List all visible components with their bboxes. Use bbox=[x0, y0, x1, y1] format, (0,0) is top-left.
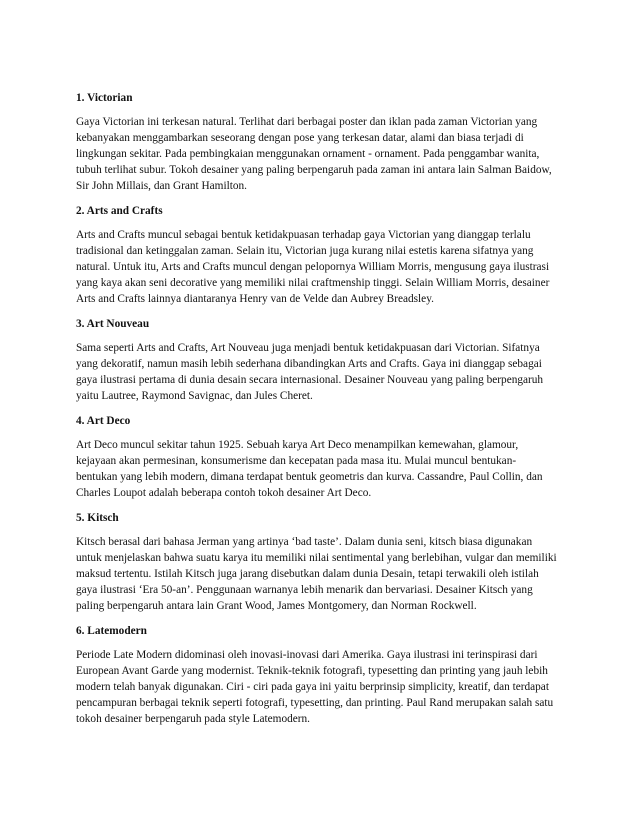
section-paragraph: Sama seperti Arts and Crafts, Art Nouveau juga menjadi bentuk ketidakpuasan dari Victorian. Sifatnya yang dekoratif, namun masih lebih sederhana dibandingkan Arts and Crafts. Gaya ini dianggap sebagai gaya ilustrasi pertama di dunia desain secara internasional. Desainer Nouveau yang paling berpengaruh yaitu Lautree, Raymond Savignac, dan Jules Cheret. bbox=[76, 342, 544, 402]
section-heading: 3. Art Nouveau bbox=[76, 318, 150, 330]
section-paragraph: Gaya Victorian ini terkesan natural. Terlihat dari berbagai poster dan iklan pada zaman Victorian yang kebanyakan menggambarkan seseorang dengan pose yang terkesan datar, alami dan biasa terjadi di lingkungan sekitar. Pada pembingkaian menggunakan ornament - ornament. Pada penggambar wanita, tubuh terlihat subur. Tokoh desainer yang paling berpengaruh pada zaman ini antara lain Salman Baidow, Sir John Millais, dan Grant Hamilton. bbox=[76, 116, 552, 192]
section-art-nouveau bbox=[76, 316, 578, 404]
section-heading: 6. Latemodern bbox=[76, 625, 147, 637]
section-kitsch bbox=[76, 510, 578, 614]
section-arts-and-crafts bbox=[76, 203, 578, 307]
section-victorian bbox=[76, 90, 578, 194]
section-heading: 1. Victorian bbox=[76, 92, 133, 104]
section-paragraph: Arts and Crafts muncul sebagai bentuk ketidakpuasan terhadap gaya Victorian yang dianggap terlalu tradisional dan ketinggalan zaman. Selain itu, Victorian juga kurang nilai estetis karena sifatnya yang natural. Untuk itu, Arts and Crafts muncul dengan pelopornya William Morris, mengusung gaya ilustrasi yang kaya akan seni decorative yang memiliki nilai craftmenship tinggi. Selain William Morris, desainer Arts and Crafts lainnya diantaranya Henry van de Velde dan Aubrey Breadsley. bbox=[76, 229, 550, 305]
section-heading: 2. Arts and Crafts bbox=[76, 205, 163, 217]
section-heading: 5. Kitsch bbox=[76, 512, 119, 524]
section-heading: 4. Art Deco bbox=[76, 415, 131, 427]
section-paragraph: Periode Late Modern didominasi oleh inovasi-inovasi dari Amerika. Gaya ilustrasi ini terinspirasi dari European Avant Garde yang modernist. Teknik-teknik fotografi, typesetting dan printing yang jauh lebih modern telah banyak digunakan. Ciri - ciri pada gaya ini yaitu berprinsip simplicity, kreatif, dan terdapat pencampuran berbagai teknik seperti fotografi, typesetting, dan printing. Paul Rand merupakan salah satu tokoh desainer berpengaruh pada style Latemodern. bbox=[76, 649, 554, 725]
section-paragraph: Art Deco muncul sekitar tahun 1925. Sebuah karya Art Deco menampilkan kemewahan, glamour, kejayaan akan permesinan, konsumerisme dan kecepatan pada masa itu. Mulai muncul bentukan- bentukan yang lebih modern, dimana terdapat bentuk geometris dan kurva. Cassandre, Paul Collin, dan Charles Loupot adalah beberapa contoh tokoh desainer Art Deco. bbox=[76, 439, 543, 499]
section-paragraph: Kitsch berasal dari bahasa Jerman yang artinya ‘bad taste’. Dalam dunia seni, kitsch biasa digunakan untuk menjelaskan bahwa suatu karya itu memiliki nilai sentimental yang berlebihan, vulgar dan memiliki maksud tertentu. Istilah Kitsch juga jarang disebutkan dalam dunia Desain, tetapi terwakili oleh istilah gaya ilustrasi ‘Era 50-an’. Penggunaan warnanya lebih menarik dan bervariasi. Desainer Kitsch yang paling berpengaruh antara lain Grant Wood, James Montgomery, dan Norman Rockwell. bbox=[76, 536, 557, 612]
section-art-deco bbox=[76, 413, 578, 501]
section-latemodern bbox=[76, 623, 578, 727]
